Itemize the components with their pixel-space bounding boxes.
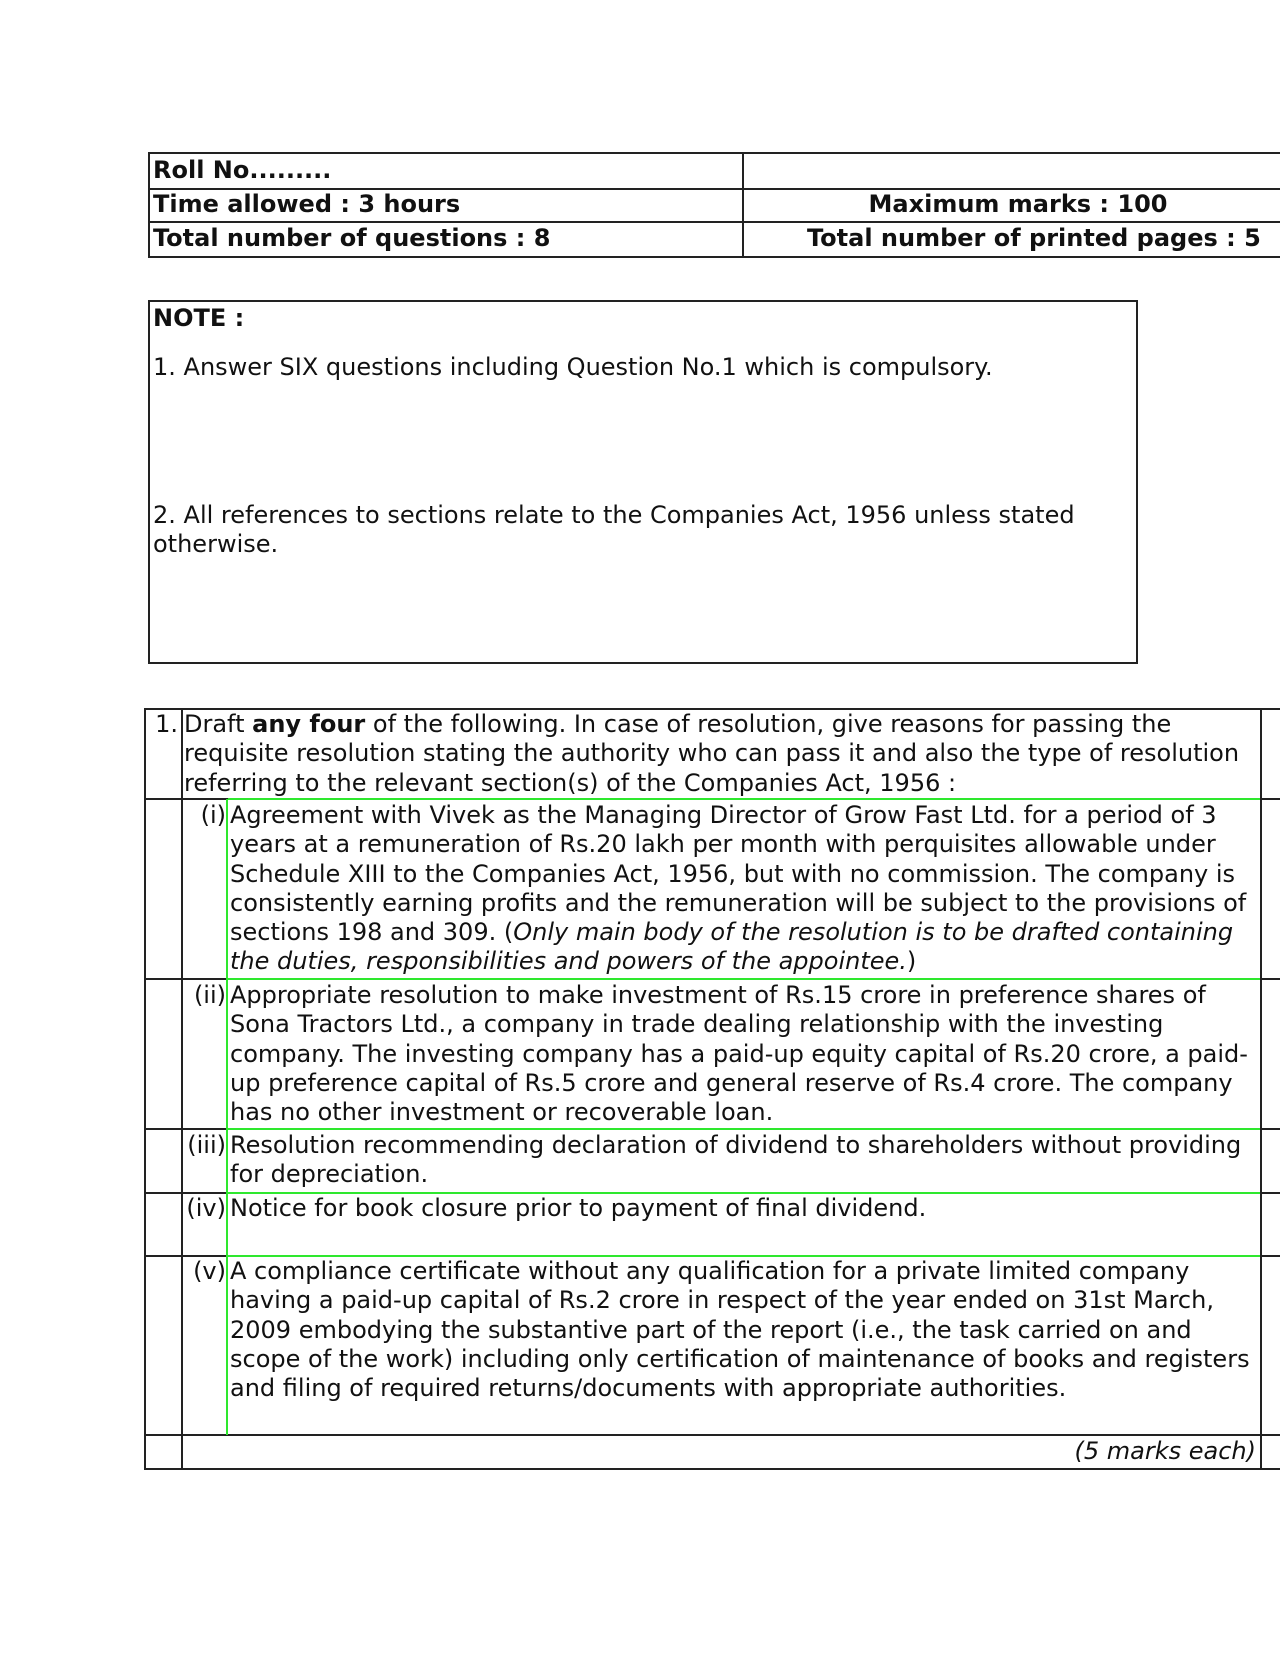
intro-emphasis: any four (252, 710, 366, 738)
part-text (230, 801, 1264, 977)
table-divider-row (144, 1128, 226, 1130)
table-divider-row (1260, 1255, 1280, 1257)
intro-text: of the following. In case of resolution, give reasons for passing the requisite resolution stating the authority who can pass it and also the type of resolution referring to the relevant section(s) of the Companies Act, 1956 : (184, 710, 1240, 797)
roll-number-label: Roll No......... (150, 154, 744, 188)
instructions-note-box (148, 300, 1138, 664)
table-divider-col (181, 708, 183, 1470)
table-border-bottom (144, 1468, 1280, 1470)
table-divider-row (144, 978, 226, 980)
header-row-time (150, 188, 1280, 223)
part-italic-note: Only main body of the resolution is to be drafted containing the duties, responsibilities and powers of the appointee. (230, 918, 1234, 976)
part-text: Notice for book closure prior to payment of final dividend. (230, 1194, 927, 1222)
question-number: 1. (155, 710, 178, 738)
part-text: Resolution recommending declaration of dividend to shareholders without providing for depreciation. (230, 1131, 1242, 1189)
table-divider-row (1260, 1128, 1280, 1130)
subpart-divider-row (228, 798, 1260, 800)
header-row-counts (150, 221, 1280, 258)
note-title: NOTE : (153, 304, 245, 332)
note-item: 2. All references to sections relate to the Companies Act, 1956 unless stated otherwise. (153, 501, 1075, 558)
part-label: (iii) (187, 1131, 226, 1159)
roll-number-field (744, 154, 1280, 188)
part-label: (ii) (193, 981, 226, 1009)
exam-header-table (148, 152, 1280, 258)
header-row-roll (150, 154, 1280, 190)
part-text: A compliance certificate without any qualification for a private limited company having a paid-up capital of Rs.2 crore in respect of the year ended on 31st March, 2009 embodying the substantive part of the report (i.e., the task carried on and scope of the work) including only certification of maintenance of books and registers and filing of required returns/documents with appropriate authorities. (230, 1257, 1250, 1403)
table-border-left (144, 708, 146, 1470)
note-item: 1. Answer SIX questions including Question No.1 which is compulsory. (153, 353, 993, 381)
total-pages: Total number of printed pages : 5 (807, 224, 1261, 252)
question-intro (184, 710, 1260, 798)
subpart-divider-col (226, 799, 228, 1435)
subpart-divider-row (228, 978, 1260, 980)
part-text: Appropriate resolution to make investment of Rs.15 crore in preference shares of Sona Tractors Ltd., a company in trade dealing relationship with the investing company. The investing company has a paid-up equity capital of Rs.20 crore, a paid-up preference capital of Rs.5 crore and general reserve of Rs.4 crore. The company has no other investment or recoverable loan. (230, 981, 1248, 1127)
part-label: (v) (193, 1257, 226, 1285)
part-body: ) (906, 947, 917, 976)
marks-row (184, 1436, 1256, 1468)
marks-note: (5 marks each) (1074, 1437, 1256, 1465)
intro-text: Draft (184, 710, 253, 738)
time-allowed: Time allowed : 3 hours (150, 188, 744, 221)
maximum-marks: Maximum marks : 100 (868, 190, 1168, 218)
table-divider-row (1260, 978, 1280, 980)
question-1-table (144, 708, 1280, 1470)
part-label: (i) (200, 801, 226, 829)
part-body: Agreement with Vivek as the Managing Director of Grow Fast Ltd. for a period of 3 years at a remuneration of Rs.20 lakh per month with perquisites allowable under Schedule XIII to the Companies Act, 1956, but with no commission. The company is consistently earning profits and the remuneration will be subject to the provisions of sections 198 and 309. ( (230, 801, 1247, 947)
subpart-divider-row (228, 1128, 1260, 1130)
part-label: (iv) (186, 1194, 226, 1222)
total-questions: Total number of questions : 8 (150, 221, 744, 258)
